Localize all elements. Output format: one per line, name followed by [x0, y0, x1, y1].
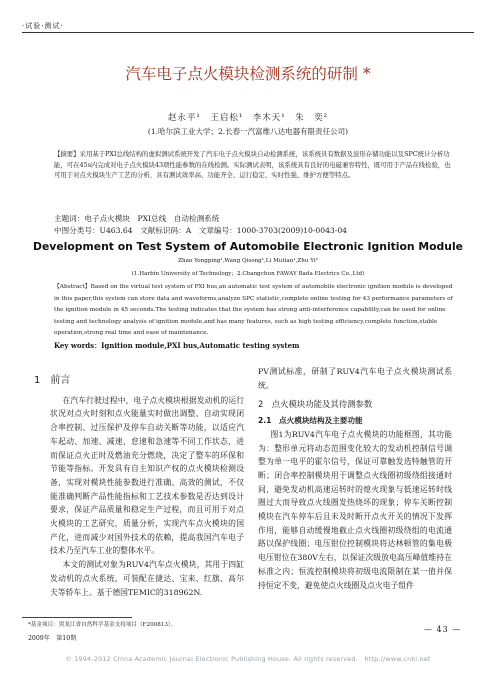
section-label: ·试验·测试·	[22, 22, 64, 30]
footnote-rule	[22, 617, 132, 618]
article-title: 汽车电子点火模块检测系统的研制 *	[125, 65, 371, 83]
section-heading-2: 2 点火模块功能及其待测参数	[258, 399, 373, 410]
right-column	[258, 365, 452, 592]
left-column	[34, 374, 244, 599]
subsection-heading-2-1: 2.1 点火模块结构及主要功能	[258, 416, 363, 426]
header-rule	[22, 32, 474, 33]
keywords-chinese: 主题词：电子点火模块 PXI总线 自动检测系统	[54, 214, 220, 223]
abstract-english: 【Abstract】Based on the virtual test system of PXI bus,an automatic test system of automobile electronic ignition module is developed in this paper,this system can store data and waveforms,analyze SPC statistic,complete online testing for 43 performance parameters of the ignition module in 45 seconds.The testing indicates that the system has strong anti-interference capability,can be used for online testing and technology analysis of ignition module,and has many features, such as high testing efficiency,complete function,stable operation,strong real time and ease of maintenance.	[54, 284, 453, 337]
copyright-notice: © 1994-2012 China Academic Journal Electronic Publishing House. All rights reserved. http://www.cnki.net	[65, 655, 431, 663]
affiliation-english: (1.Harbin University of Technology；2.Changchun FAWAY Bada Electrics Co.,Ltd)	[131, 271, 365, 277]
keywords-english: Key words：Ignition module,PXI bus,Automatic testing system	[54, 341, 300, 350]
paragraph: 图1为RUV4汽车电子点火模块的功能框图，其功能为：整形单元将动态范围变化较大的发动机控制信号调整为单一电平的霍尔信号，保证可靠触发选特触管的开断；闭合率控制模块用于调整点火线圈初级绕组接通时间，避免发动机高速运转时的熄火现象与低速运转时线圈过大而导致点火线圈发热烧坏的现象；停车关断控制模块在汽车停车后且未及时断开点火开关的情况下发挥作用，能够自动缓慢地截止点火线圈初级绕组的电流通路以保护线圈；电压钳位控制模块将达林顿管的集电极电压钳位在380V左右，以保证次级放电高压峰值维持在标准之内；恒流控制模块将初级电流限制在某一值并保持恒定不变，避免使点火线圈及点火电子组件	[258, 429, 452, 590]
paragraph: 在汽车行驶过程中，电子点火模块根据发动机的运行状况对点火时刻和点火能量实时做出调整，自动实现闭合率控制、过压保护及停车自动关断等功能，以适应汽车起动、加速、减速、怠速和急速等不同工作状态，进而保证点火正时及燃油充分燃烧，决定了整车的环保和节能等指标。开发具有自主知识产权的点火模块检测设备，实现对模块性能参数进行准确、高效的测试，不仅能准确判断产品性能指标和工艺技术参数是否达到设计要求，保证产品质量和稳定生产过程，而且可用于对点火模块的工艺研究，质量分析，实现汽车点火模块的国产化，进而减少对国外技术的依赖，提高我国汽车电子技术乃至汽车工业的整体水平。	[50, 395, 244, 556]
authors-english: Zhao Yongping¹,Wang Qisong¹,Li Mutian¹,Zhu Yi²	[178, 258, 318, 264]
classification-line: 中图分类号：U463.64 文献标识码：A 文章编号：1000-3703(2009)10-0043-04	[54, 226, 347, 235]
authors: 赵永平¹ 王启松¹ 李木天¹ 朱 奕²	[167, 113, 329, 123]
page-number: — 43 —	[424, 625, 462, 634]
section-heading-intro: 1 前言	[34, 375, 71, 386]
abstract-chinese: 【摘要】采用基于PXI总线结构的虚拟测试系统开发了汽车电子点火模块自动检测系统，该系统具有数据及波形存储功能以及SPC统计分析功能，可在45s内完成对电子点火模块43项性能参数的在线检测。实际测试表明，该系统具有良好的电磁兼容特性，既可用于产品在线检验，也可用于对点火模块生产工艺的分析，具有测试效率高、功能齐全、运行稳定、实时性强、维护方便等特点。	[54, 150, 451, 179]
affiliation: (1.哈尔滨工业大学；2.长春一汽富维八达电器有限责任公司)	[147, 127, 349, 136]
article-title-english: Development on Test System of Automobile Electronic Ignition Module	[33, 240, 463, 253]
footnote: *基金项目：黑龙江省自然科学基金支持项目（F200813）。	[28, 622, 177, 628]
paragraph: PV测试标准，研制了RUV4汽车电子点火模块测试系统。	[258, 367, 452, 390]
issue-info: 2009年 第10期	[28, 635, 77, 642]
paragraph: 本文的测试对象为RUV4汽车点火模块，其用于四缸发动机的点火系统，可装配在捷达、宝来、红旗、高尔夫等轿车上。基于德国TEMIC的318962N.	[50, 560, 244, 597]
